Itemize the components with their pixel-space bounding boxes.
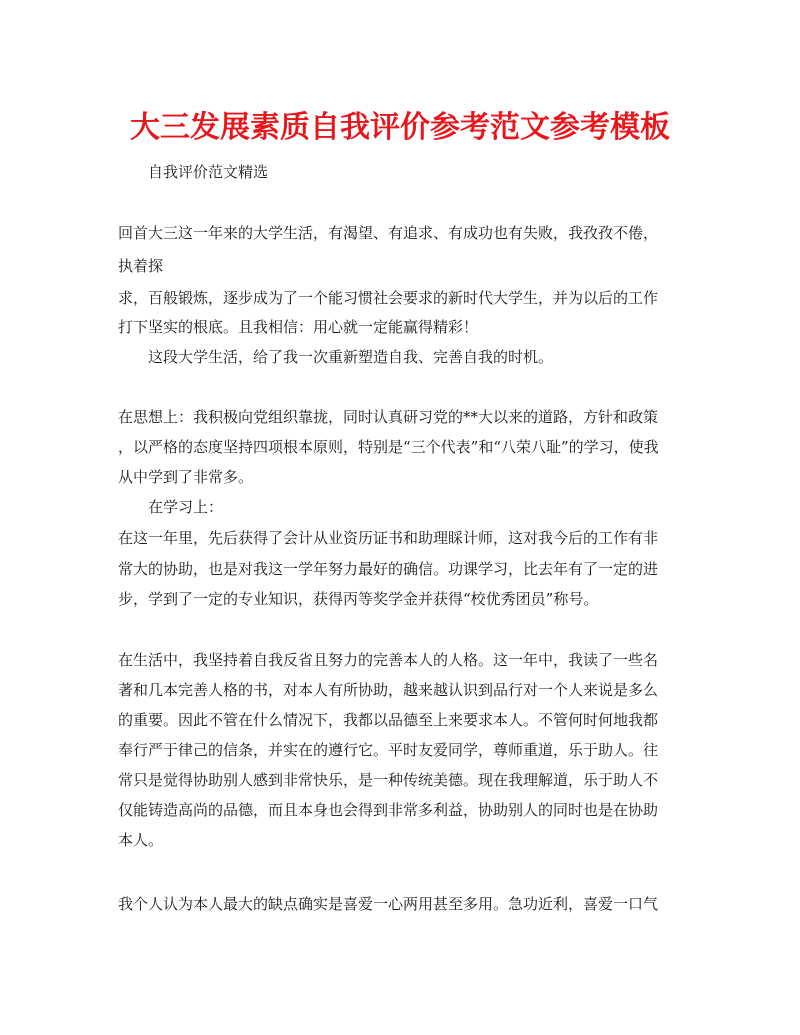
paragraph-line: 常大的协助，也是对我这一学年努力最好的确信。功课学习，比去年有了一定的进 [118,560,659,578]
paragraph-line: 我个人认为本人最大的缺点确实是喜爱一心两用甚至多用。急功近利，喜爱一口气 [118,895,659,913]
document-title: 大三发展素质自我评价参考范文参考模板 [130,110,670,145]
paragraph-line: 仅能铸造高尚的品德，而且本身也会得到非常多利益，协助别人的同时也是在协助 [118,801,659,819]
paragraph-line: 回首大三这一年来的大学生活，有渴望、有追求、有成功也有失败，我孜孜不倦， [118,224,659,242]
paragraph-line: 执着探 [118,257,164,275]
paragraph-line: 在思想上：我积极向党组织靠拢，同时认真研习党的**大以来的道路，方针和政策 [118,408,659,426]
paragraph-line: 从中学到了非常多。 [118,468,254,486]
paragraph-line: ，以严格的态度坚持四项根本原则，特别是“三个代表”和“八荣八耻”的学习，使我 [118,438,659,456]
paragraph-line: 著和几本完善人格的书，对本人有所协助，越来越认识到品行对一个人来说是多么 [118,681,659,699]
paragraph-line: 奉行严于律己的信条，并实在的遵行它。平时友爱同学，尊师重道，乐于助人。往 [118,741,659,759]
paragraph-line: 在生活中，我坚持着自我反省且努力的完善本人的人格。这一年中，我读了一些名 [118,651,659,669]
section-heading: 在学习上： [148,498,224,516]
paragraph-line: 打下坚实的根底。且我相信：用心就一定能赢得精彩！ [118,318,479,336]
paragraph-line: 步，学到了一定的专业知识，获得丙等奖学金并获得“校优秀团员”称号。 [118,590,599,608]
subtitle-line: 自我评价范文精选 [148,163,269,181]
paragraph-line: 这段大学生活，给了我一次重新塑造自我、完善自我的时机。 [148,348,554,366]
paragraph-line: 在这一年里，先后获得了会计从业资历证书和助理睬计师，这对我今后的工作有非 [118,529,659,547]
paragraph-line: 常只是觉得协助别人感到非常快乐，是一种传统美德。现在我理解道，乐于助人不 [118,771,659,789]
paragraph-line: 的重要。因此不管在什么情况下，我都以品德至上来要求本人。不管何时何地我都 [118,711,659,729]
paragraph-line: 求，百般锻炼，逐步成为了一个能习惯社会要求的新时代大学生，并为以后的工作 [118,289,659,307]
paragraph-line: 本人。 [118,831,164,849]
